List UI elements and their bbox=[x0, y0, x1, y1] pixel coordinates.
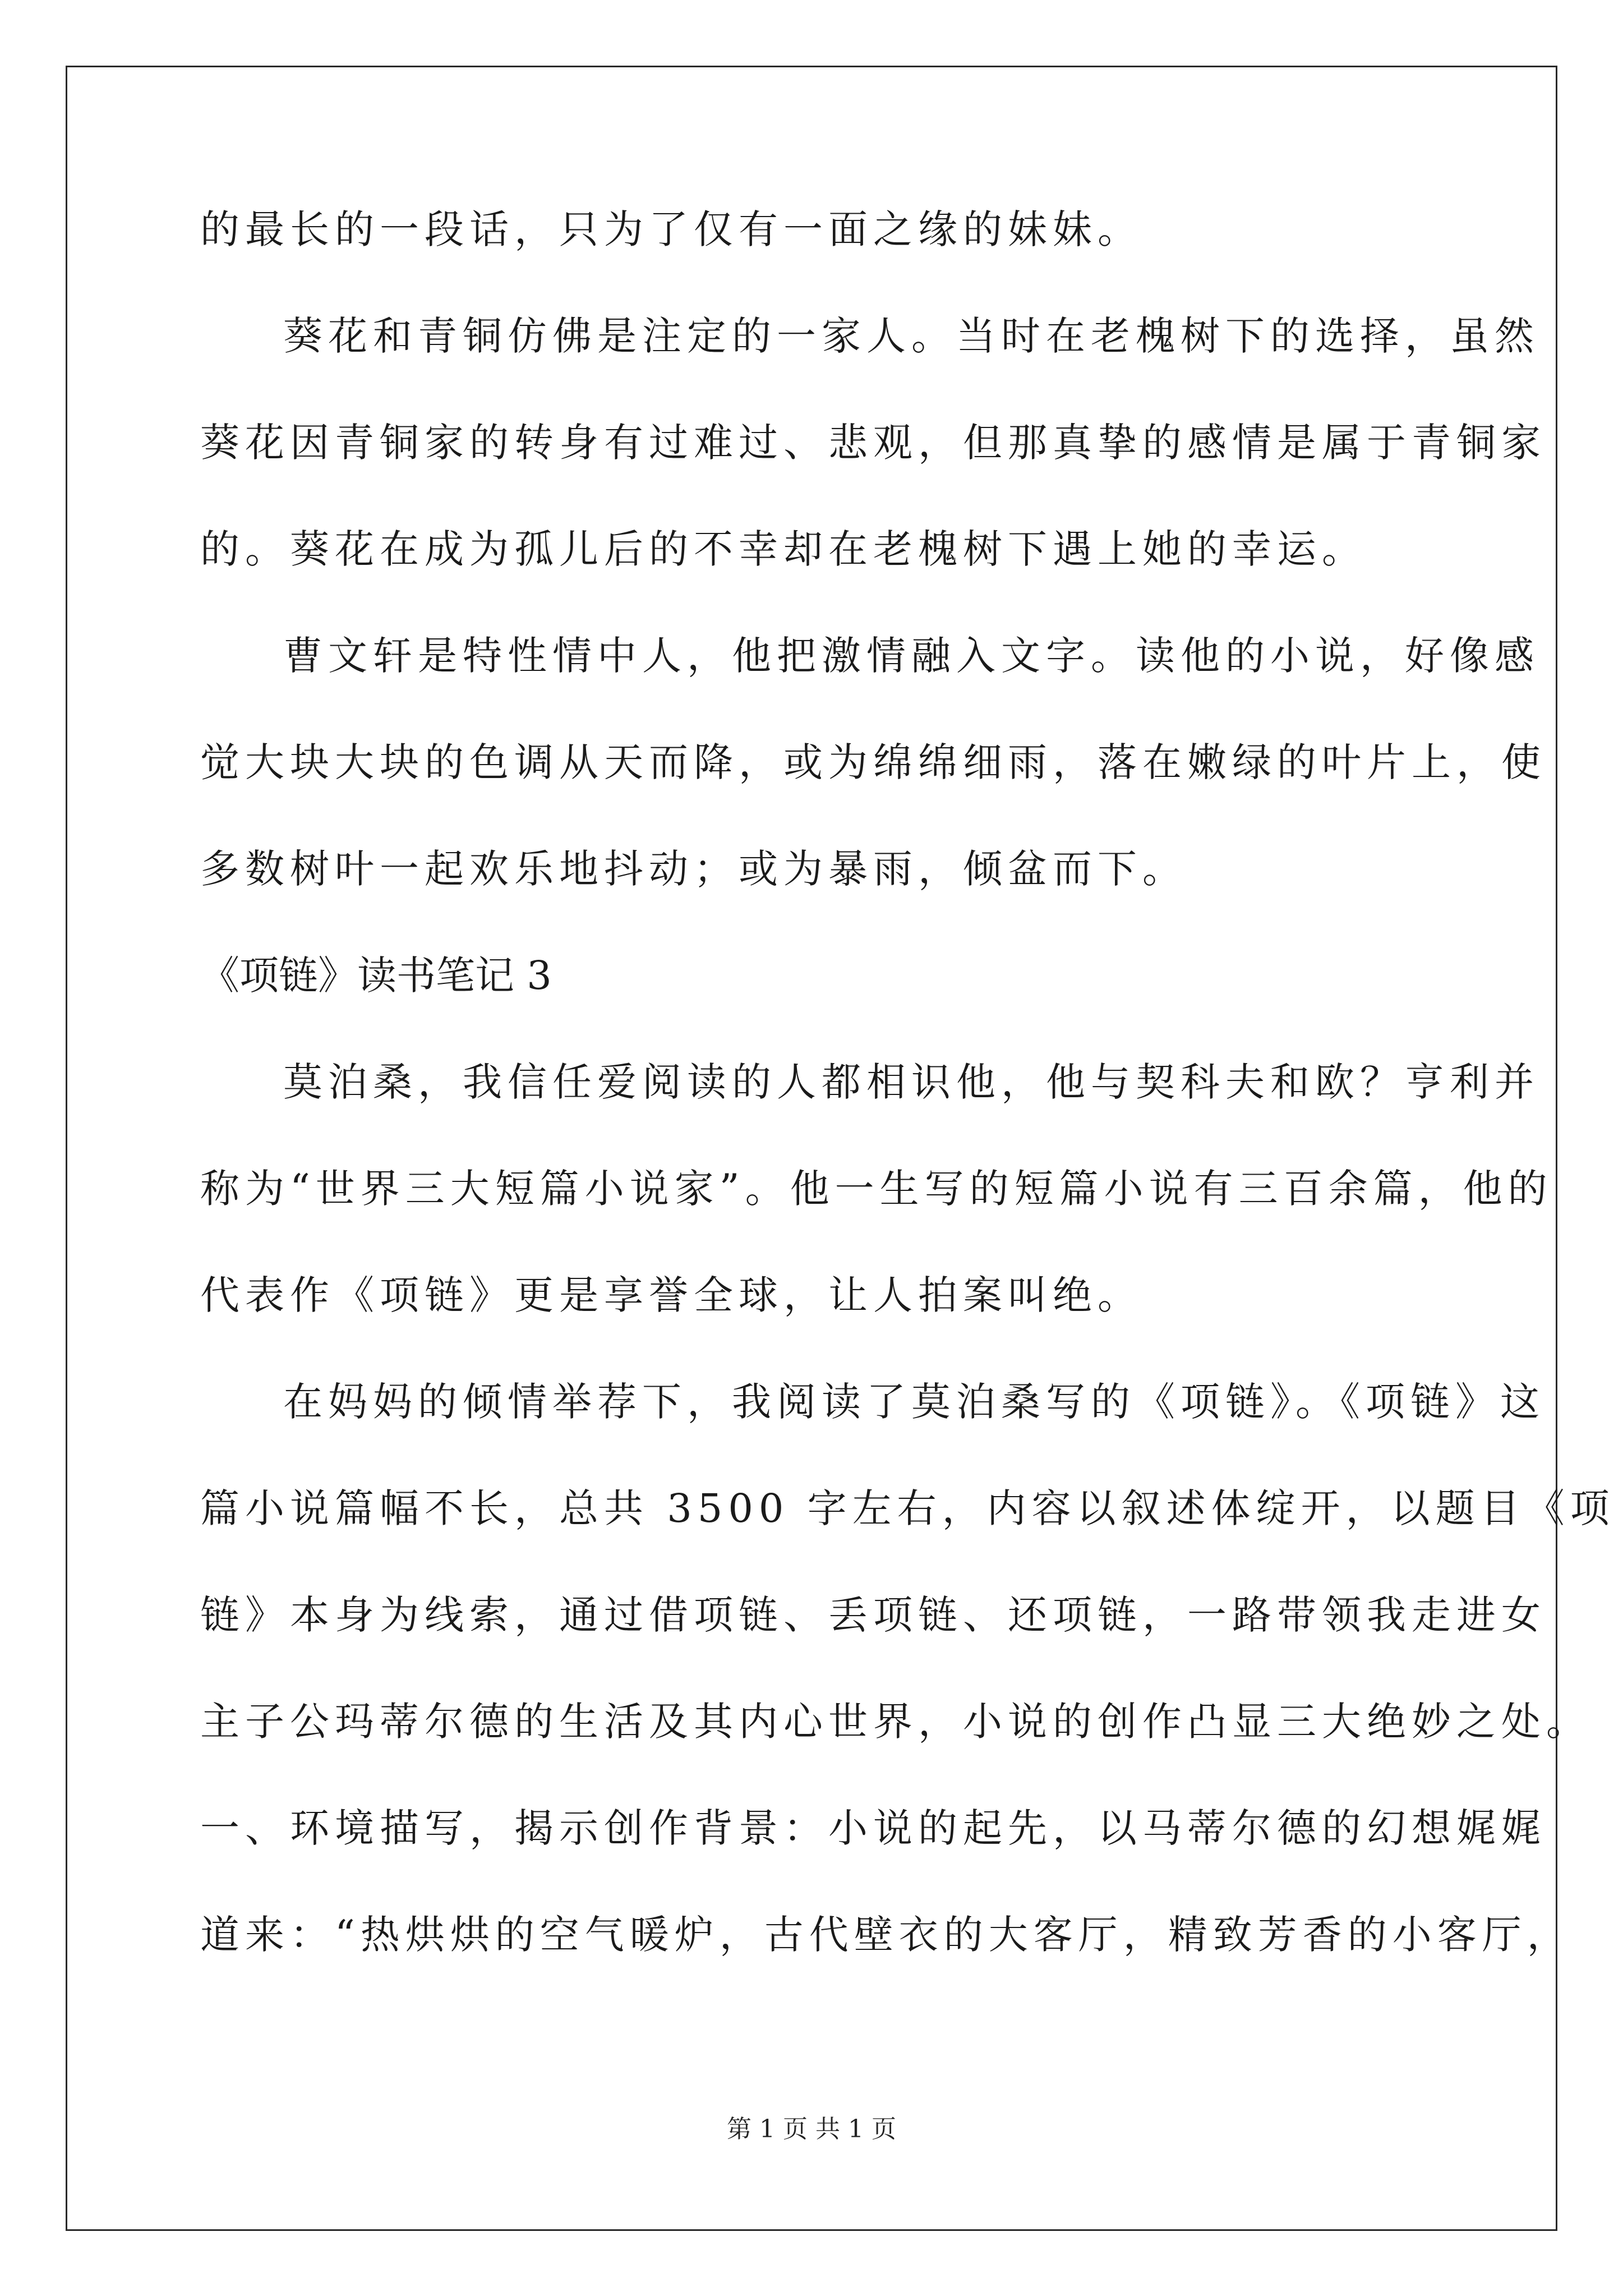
text-line: 的。葵花在成为孤儿后的不幸却在老槐树下遇上她的幸运。 bbox=[200, 526, 1367, 572]
paragraph-start: 莫泊桑，我信任爱阅读的人都相识他，他与契科夫和欧？亨利并 bbox=[283, 1059, 1539, 1105]
text-line: 多数树叶一起欢乐地抖动；或为暴雨，倾盆而下。 bbox=[200, 846, 1187, 892]
text-line: 葵花因青铜家的转身有过难过、悲观，但那真挚的感情是属于青铜家 bbox=[200, 420, 1546, 466]
paragraph-start: 曹文轩是特性情中人，他把激情融入文字。读他的小说，好像感 bbox=[283, 633, 1539, 679]
text-line: 觉大块大块的色调从天而降，或为绵绵细雨，落在嫩绿的叶片上，使 bbox=[200, 739, 1546, 785]
text-line: 的最长的一段话，只为了仅有一面之缘的妹妹。 bbox=[200, 206, 1142, 252]
paragraph-start: 葵花和青铜仿佛是注定的一家人。当时在老槐树下的选择，虽然 bbox=[283, 313, 1539, 359]
text-line: 篇小说篇幅不长，总共 3500 字左右，内容以叙述体绽开，以题目《项 bbox=[200, 1485, 1615, 1531]
page-border bbox=[66, 66, 1557, 2231]
text-line: 代表作《项链》更是享誉全球，让人拍案叫绝。 bbox=[200, 1272, 1142, 1318]
text-line: 主子公玛蒂尔德的生活及其内心世界，小说的创作凸显三大绝妙之处。 bbox=[200, 1699, 1591, 1745]
text-line: 一、环境描写，揭示创作背景：小说的起先，以马蒂尔德的幻想娓娓 bbox=[200, 1805, 1546, 1851]
text-line: 道来：“热烘烘的空气暖炉，古代壁衣的大客厅，精致芳香的小客厅， bbox=[200, 1912, 1572, 1958]
text-line: 称为“世界三大短篇小说家”。他一生写的短篇小说有三百余篇，他的 bbox=[200, 1166, 1553, 1212]
page-footer: 第 1 页 共 1 页 bbox=[727, 2115, 896, 2143]
section-heading: 《项链》读书笔记 3 bbox=[200, 953, 552, 999]
paragraph-start: 在妈妈的倾情举荐下，我阅读了莫泊桑写的《项链》。《项链》这 bbox=[283, 1379, 1545, 1425]
text-line: 链》本身为线索，通过借项链、丢项链、还项链，一路带领我走进女 bbox=[200, 1592, 1546, 1638]
